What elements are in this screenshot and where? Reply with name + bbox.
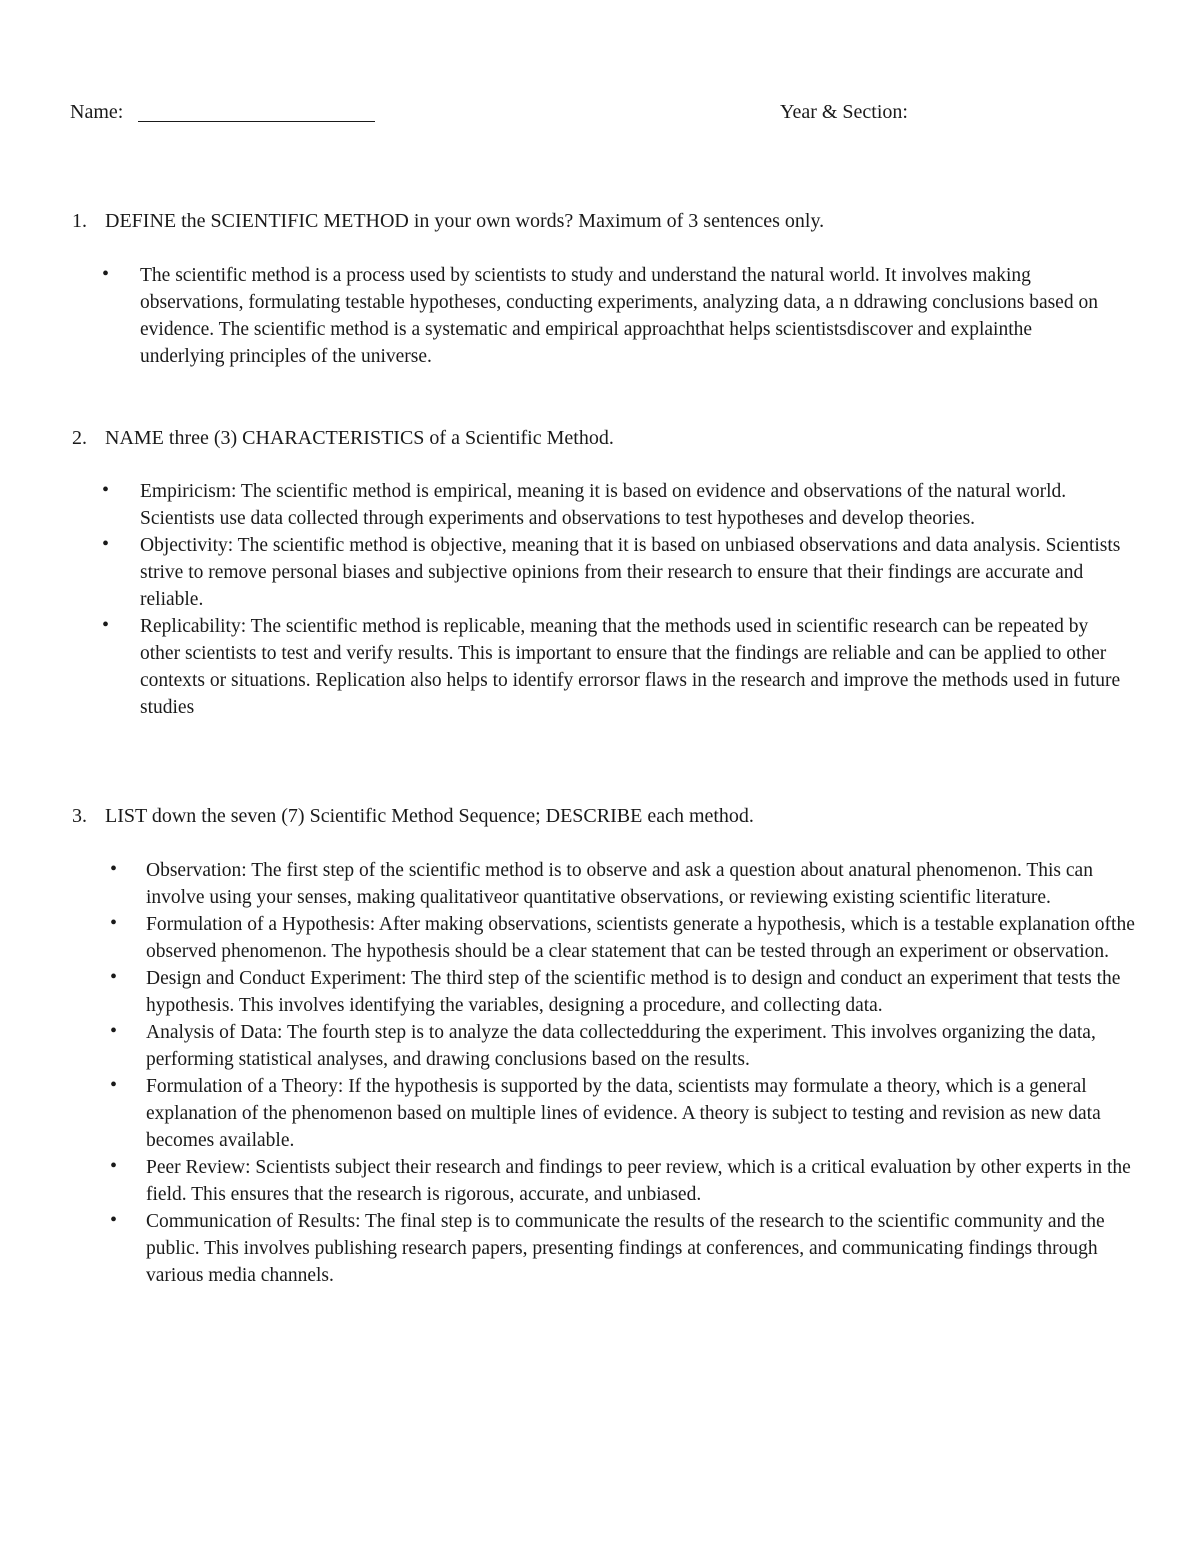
question-text: DEFINE the SCIENTIFIC METHOD in your own words? Maximum of 3 sentences only. xyxy=(105,210,825,232)
answer-text: Formulation of a Hypothesis: After making observations, scientists generate a hypothesis, which is a testable explanation ofthe observed phenomenon. The hypothesis should be a clear statement that can be tested through an experiment or observation. xyxy=(146,914,1135,962)
answer-text: The scientific method is a process used by scientists to study and understand the natural world. It involves making observations, formulating testable hypotheses, conducting experiments, analyzing data, a n ddrawing conclusions based on evidence. The scientific method is a systematic and empirical approachthat helps scientistsdiscover and explainthe underlying principles of the universe. xyxy=(140,265,1098,367)
bullet-icon: • xyxy=(110,912,118,934)
answer-text: Replicability: The scientific method is replicable, meaning that the methods used in scientific research can be repeated by other scientists to test and verify results. This is important to ensure that the findings are reliable and can be applied to other contexts or situations. Replication also helps to identify errorsor flaws in the research and improve the methods used in future studies xyxy=(140,616,1121,718)
bullet-icon: • xyxy=(110,1074,118,1096)
answer-item xyxy=(110,965,1140,1019)
answer-item xyxy=(110,1154,1140,1208)
bullet-icon: • xyxy=(110,1020,118,1042)
question-number: 1. xyxy=(72,210,87,232)
answer-item xyxy=(110,1019,1140,1073)
question-number: 2. xyxy=(72,427,87,449)
answer-text: Analysis of Data: The fourth step is to analyze the data collectedduring the experiment. This involves organizing the data, performing statistical analyses, and drawing conclusions based on the results. xyxy=(146,1022,1096,1070)
question-1 xyxy=(72,208,824,234)
answer-text: Design and Conduct Experiment: The third step of the scientific method is to design and conduct an experiment that tests the hypothesis. This involves identifying the variables, designing a procedure, and collecting data. xyxy=(146,968,1121,1016)
answer-item xyxy=(110,911,1140,965)
answer-item xyxy=(110,857,1140,911)
bullet-icon: • xyxy=(110,966,118,988)
answer-list-2 xyxy=(102,478,1132,721)
name-label: Name: xyxy=(70,101,124,123)
bullet-icon: • xyxy=(102,479,110,501)
answer-list-1 xyxy=(102,262,1102,370)
answer-text: Observation: The first step of the scientific method is to observe and ask a question about anatural phenomenon. This can involve using your senses, making qualitativeor quantitative observations, or reviewing existing scientific literature. xyxy=(146,860,1093,908)
year-section-label: Year & Section: xyxy=(780,101,908,123)
name-blank-line xyxy=(138,100,375,122)
worksheet-header xyxy=(70,100,1130,130)
answer-text: Formulation of a Theory: If the hypothesis is supported by the data, scientists may formulate a theory, which is a general explanation of the phenomenon based on multiple lines of evidence. A theory is subject to testing and revision as new data becomes available. xyxy=(146,1076,1101,1151)
bullet-icon: • xyxy=(110,1209,118,1231)
bullet-icon: • xyxy=(102,614,110,636)
answer-item xyxy=(102,478,1132,532)
answer-item xyxy=(102,613,1132,721)
bullet-icon: • xyxy=(110,1155,118,1177)
question-text: NAME three (3) CHARACTERISTICS of a Scientific Method. xyxy=(105,427,614,449)
question-text: LIST down the seven (7) Scientific Method Sequence; DESCRIBE each method. xyxy=(105,805,754,827)
answer-text: Communication of Results: The final step is to communicate the results of the research to the scientific community and the public. This involves publishing research papers, presenting findings at conferences, and communicating findings through various media channels. xyxy=(146,1211,1105,1286)
bullet-icon: • xyxy=(110,858,118,880)
answer-text: Empiricism: The scientific method is empirical, meaning it is based on evidence and observations of the natural world. Scientists use data collected through experiments and observations to test hypotheses and develop theories. xyxy=(140,481,1067,529)
question-number: 3. xyxy=(72,805,87,827)
answer-item xyxy=(110,1208,1140,1289)
answer-text: Objectivity: The scientific method is objective, meaning that it is based on unbiased observations and data analysis. Scientists strive to remove personal biases and subjective opinions from their research to ensure that their findings are accurate and reliable. xyxy=(140,535,1121,610)
answer-item xyxy=(102,262,1102,370)
question-2 xyxy=(72,425,614,451)
answer-text: Peer Review: Scientists subject their research and findings to peer review, which is a critical evaluation by other experts in the field. This ensures that the research is rigorous, accurate, and unbiased. xyxy=(146,1157,1131,1205)
bullet-icon: • xyxy=(102,263,110,285)
answer-item xyxy=(102,532,1132,613)
answer-list-3 xyxy=(110,857,1140,1289)
question-3 xyxy=(72,803,754,829)
answer-item xyxy=(110,1073,1140,1154)
bullet-icon: • xyxy=(102,533,110,555)
